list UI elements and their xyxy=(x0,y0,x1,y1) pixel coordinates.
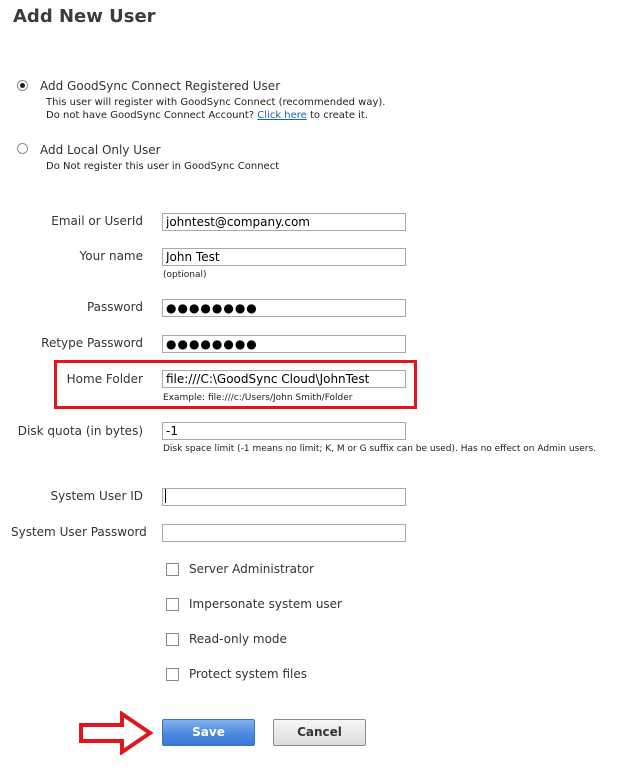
radio-registered-user[interactable] xyxy=(17,80,28,91)
system-user-id-label: System User ID xyxy=(50,489,143,503)
radio-local-user[interactable] xyxy=(17,143,28,154)
impersonate-system-user-checkbox[interactable] xyxy=(166,598,179,611)
protect-system-files-label: Protect system files xyxy=(189,667,307,681)
option-local-desc: Do Not register this user in GoodSync Connect xyxy=(46,161,280,172)
system-user-password-label: System User Password xyxy=(11,525,147,539)
system-user-id-field[interactable] xyxy=(162,488,406,506)
name-field[interactable] xyxy=(162,248,406,266)
home-folder-hint: Example: file:///c:/Users/John Smith/Folder xyxy=(163,393,353,403)
password-label: Password xyxy=(86,300,143,314)
email-label: Email or UserId xyxy=(51,214,143,228)
disk-quota-hint: Disk space limit (-1 means no limit; K, M or G suffix can be used). Has no effect on Admin users. xyxy=(163,444,597,454)
create-account-suffix: to create it. xyxy=(310,110,369,121)
option-registered-desc-line2 xyxy=(46,109,368,122)
system-user-password-field[interactable] xyxy=(162,524,406,542)
create-account-link[interactable]: Click here xyxy=(257,110,307,121)
disk-quota-field[interactable] xyxy=(162,422,406,440)
name-hint: (optional) xyxy=(163,270,207,280)
page-title: Add New User xyxy=(13,6,156,27)
save-button[interactable]: Save xyxy=(162,719,255,746)
arrow-right-icon xyxy=(78,711,154,755)
text-cursor xyxy=(165,489,166,503)
option-registered-desc: This user will register with GoodSync Connect (recommended way). xyxy=(46,97,386,108)
read-only-mode-checkbox[interactable] xyxy=(166,633,179,646)
option-local-title: Add Local Only User xyxy=(40,143,161,157)
protect-system-files-checkbox[interactable] xyxy=(166,668,179,681)
retype-password-label: Retype Password xyxy=(41,336,143,350)
create-account-prefix: Do not have GoodSync Connect Account? xyxy=(46,110,255,121)
retype-password-field[interactable] xyxy=(162,335,406,353)
cancel-button[interactable]: Cancel xyxy=(273,719,366,746)
home-folder-label: Home Folder xyxy=(66,372,143,386)
impersonate-system-user-label: Impersonate system user xyxy=(189,597,342,611)
server-administrator-label: Server Administrator xyxy=(189,562,314,576)
option-registered-title: Add GoodSync Connect Registered User xyxy=(40,79,281,93)
name-label: Your name xyxy=(79,249,143,263)
password-field[interactable] xyxy=(162,299,406,317)
disk-quota-label: Disk quota (in bytes) xyxy=(17,424,143,438)
home-folder-field[interactable] xyxy=(162,370,406,388)
server-administrator-checkbox[interactable] xyxy=(166,563,179,576)
email-field[interactable] xyxy=(162,213,406,231)
read-only-mode-label: Read-only mode xyxy=(189,632,287,646)
